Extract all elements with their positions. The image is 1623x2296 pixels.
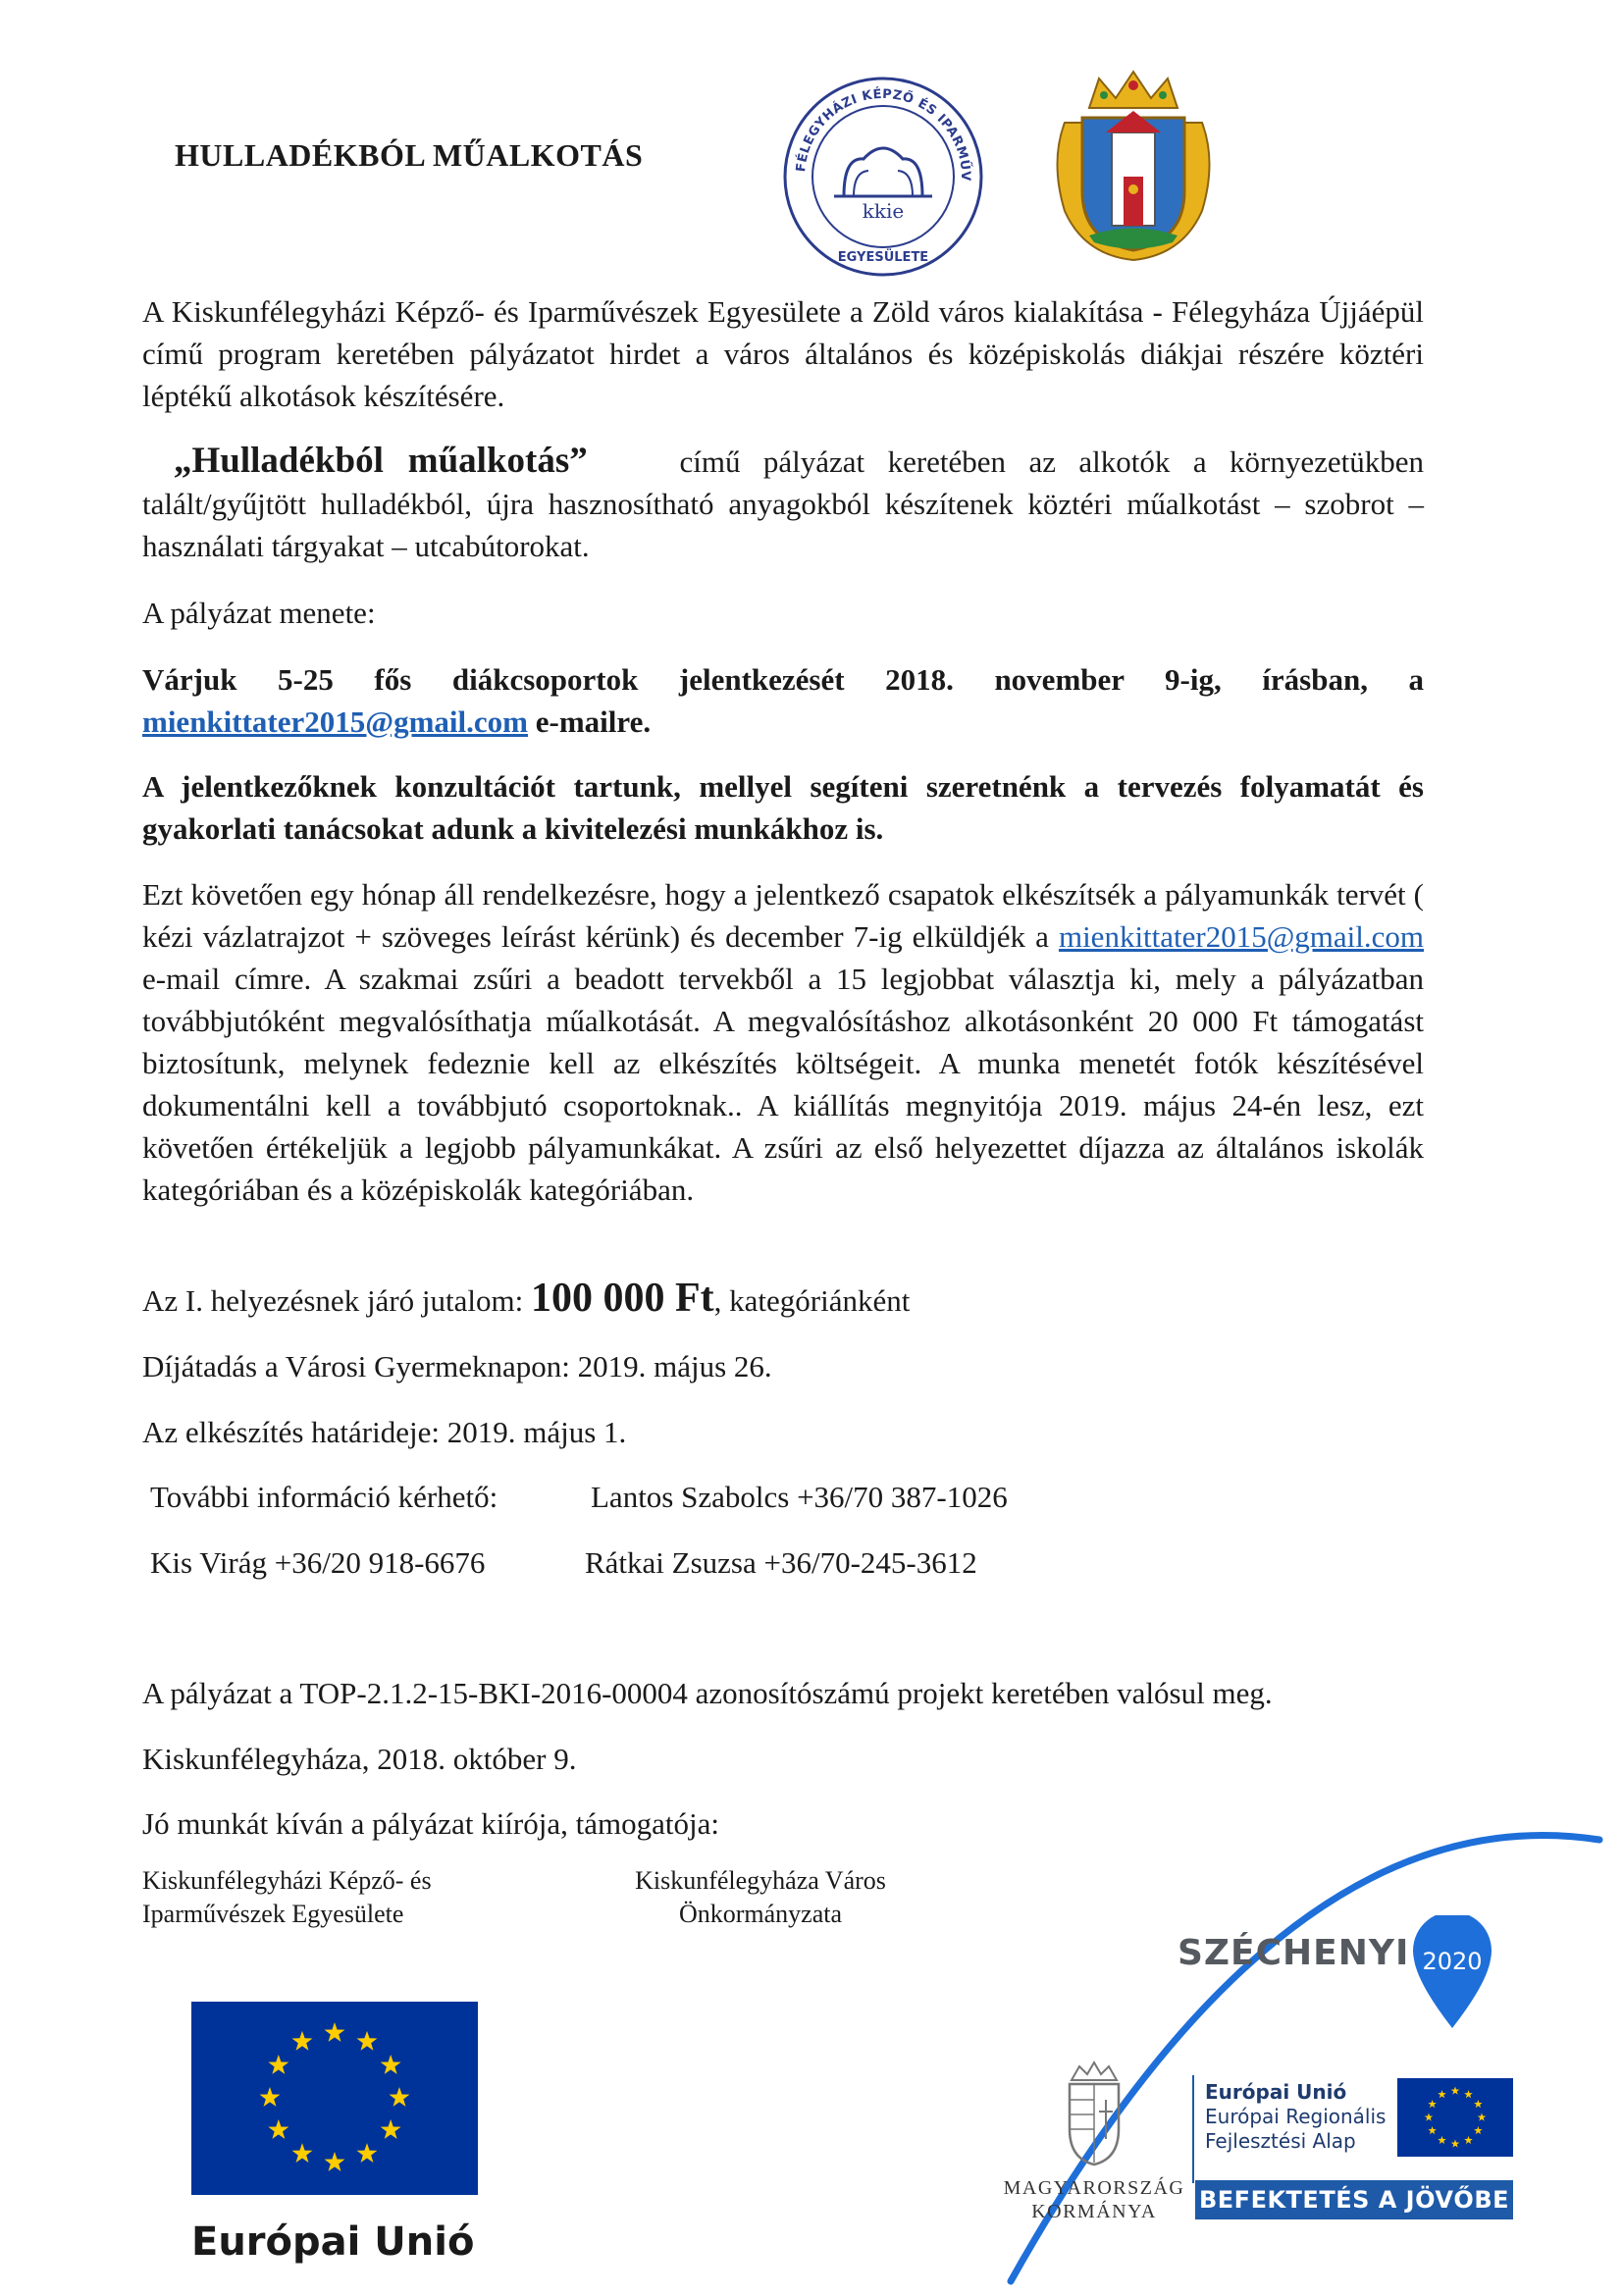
eu-star-icon <box>1474 2100 1483 2108</box>
deadline: Az elkészítés határideje: 2019. május 1. <box>142 1415 627 1449</box>
erfa-text <box>1205 2080 1386 2154</box>
eu-star-icon <box>1425 2113 1434 2121</box>
eu-star-icon <box>1428 2126 1437 2134</box>
eu-star-icon <box>325 2022 345 2042</box>
signer-association-line1: Kiskunfélegyházi Képző- és <box>142 1866 432 1895</box>
eu-star-icon <box>357 2143 378 2163</box>
eu-star-icon <box>268 2119 288 2139</box>
befektetes-banner: BEFEKTETÉS A JÖVŐBE <box>1195 2180 1513 2219</box>
contact-kis: Kis Virág +36/20 918-6676 <box>150 1545 486 1580</box>
eu-caption: Európai Unió <box>191 2219 475 2265</box>
eu-star-icon <box>260 2087 281 2107</box>
eu-star-icon <box>292 2143 313 2163</box>
association-logo <box>775 69 991 285</box>
consultation-paragraph: A jelentkezőknek konzultációt tartunk, mellyel segíteni szeretnénk a tervezés folyamatát és gyakorlati tanácsokat adunk a kivitelezési munkákhoz is. <box>142 769 1424 846</box>
association-logo-bottom-text: EGYESÜLETE <box>837 250 929 265</box>
eu-star-icon <box>357 2031 378 2051</box>
award-date: Díjátadás a Városi Gyermeknapon: 2019. május 26. <box>142 1349 772 1383</box>
application-tail: e-mailre. <box>535 704 652 739</box>
erfa-line3: Fejlesztési Alap <box>1205 2129 1356 2153</box>
signer-association-line2: Iparművészek Egyesülete <box>142 1900 404 1928</box>
prize-line <box>142 1278 1424 1322</box>
city-coat-of-arms <box>1045 64 1222 265</box>
application-text: Várjuk 5-25 fős diákcsoportok jelentkezését 2018. november 9-ig, írásban, a <box>142 662 1424 697</box>
eu-star-icon <box>1438 2136 1446 2144</box>
eu-star-icon <box>1438 2090 1446 2098</box>
szechenyi-text: SZÉCHENYI <box>1178 1933 1410 1973</box>
closing-wish: Jó munkát kíván a pályázat kiírója, támogatója: <box>142 1806 719 1841</box>
hungary-coat-of-arms <box>1060 2061 1128 2168</box>
association-logo-monogram: kkie <box>862 199 905 223</box>
contest-description-text: című pályázat keretében az alkotók a környezetükben talált/gyűjtött hulladékból, újra hasznosítható anyagokból készítenek köztéri műalkotást – szobrot – használati tárgyakat – utcabútorokat. <box>142 444 1424 563</box>
contact-lantos: Lantos Szabolcs +36/70 387-1026 <box>591 1480 1008 1514</box>
association-logo-arc-text: FÉLEGYHÁZI KÉPZŐ ÉS IPARMŰV <box>794 86 973 182</box>
contact-ratkai: Rátkai Zsuzsa +36/70-245-3612 <box>585 1545 977 1580</box>
eu-star-icon <box>1474 2126 1483 2134</box>
eu-star-icon <box>390 2087 410 2107</box>
hungary-government-line1: MAGYARORSZÁG <box>1003 2177 1185 2199</box>
contact-label: További információ kérhető: <box>150 1480 498 1514</box>
eu-star-icon <box>381 2119 401 2139</box>
eu-flag <box>191 2002 478 2195</box>
eu-star-icon <box>1451 2087 1460 2095</box>
hungary-government-line2: KORMÁNYA <box>1031 2201 1157 2222</box>
eu-star-icon <box>1451 2140 1460 2148</box>
signer-association <box>142 1864 432 1931</box>
eu-star-icon <box>1478 2113 1487 2121</box>
contest-name: „Hulladékból műalkotás” <box>174 441 588 481</box>
prize-label: Az I. helyezésnek járó jutalom: <box>142 1283 524 1318</box>
place-and-date: Kiskunfélegyháza, 2018. október 9. <box>142 1742 577 1776</box>
erfa-line1: Európai Unió <box>1205 2080 1347 2104</box>
prize-tail: , kategóriánként <box>713 1283 911 1318</box>
eu-star-icon <box>381 2055 401 2074</box>
signer-municipality-line1: Kiskunfélegyháza Város <box>635 1866 886 1895</box>
details-text: Ezt követően egy hónap áll rendelkezésre, hogy a jelentkező csapatok elkészítsék a pályamunkák tervét ( kézi vázlatrajzot + szöveges leírást kérünk) és december 7-ig elküldjék a <box>142 877 1424 954</box>
eu-star-icon <box>268 2055 288 2074</box>
eu-star-icon <box>292 2031 313 2051</box>
eu-star-icon <box>1428 2100 1437 2108</box>
erfa-line2: Európai Regionális <box>1205 2105 1387 2128</box>
intro-paragraph: A Kiskunfélegyházi Képző- és Iparművészek Egyesülete a Zöld város kialakítása - Félegyháza Újjáépül című program keretében pályázatot hirdet a város általános és középiskolás diákjai részére köztéri léptékű alkotások készítésére. <box>142 294 1424 413</box>
svg-text:KISKUNFÉLEGYHÁZI KÉPZŐ ÉS IPAR <box>775 69 973 182</box>
eu-star-icon <box>1464 2136 1473 2144</box>
document-title: HULLADÉKBÓL MŰALKOTÁS <box>175 137 644 173</box>
szechenyi-pin-icon <box>1408 1915 1496 2033</box>
szechenyi-year: 2020 <box>1422 1948 1483 1975</box>
signer-municipality <box>618 1864 903 1931</box>
eu-flag-small <box>1397 2078 1513 2157</box>
contest-description <box>142 440 1424 567</box>
details-tail: e-mail címre. A szakmai zsűri a beadott tervekből a 15 legjobbat választja ki, mely a pályázatban továbbjutóként megvalósíthatja műalkotását. A megvalósításhoz alkotásonként 20 000 Ft támogatást biztosítunk, melynek fedeznie kell az elkészítés költségeit. A munka menetét fotók készítésével dokumentálni kell a továbbjutó csoportoknak.. A kiállítás megnyitója 2019. május 24-én lesz, ezt követően értékeljük a legjobb pályamunkákat. A zsűri az első helyezettet díjazza az általános iskolák kategóriában és a középiskolák kategóriában. <box>142 962 1424 1207</box>
eu-star-icon <box>1464 2090 1473 2098</box>
signer-municipality-line2: Önkormányzata <box>678 1900 843 1928</box>
details-paragraph <box>142 873 1424 1211</box>
prize-amount: 100 000 Ft <box>530 1276 714 1321</box>
application-paragraph <box>142 658 1424 743</box>
erfa-divider <box>1192 2075 1194 2183</box>
process-heading: A pályázat menete: <box>142 596 376 630</box>
eu-star-icon <box>325 2152 345 2171</box>
project-id-line: A pályázat a TOP-2.1.2-15-BKI-2016-00004 azonosítószámú projekt keretében valósul meg. <box>142 1676 1273 1710</box>
application-email-link[interactable]: mienkittater2015@gmail.com <box>142 704 528 739</box>
details-email-link[interactable]: mienkittater2015@gmail.com <box>1058 919 1424 954</box>
hungary-government-label <box>991 2176 1197 2223</box>
